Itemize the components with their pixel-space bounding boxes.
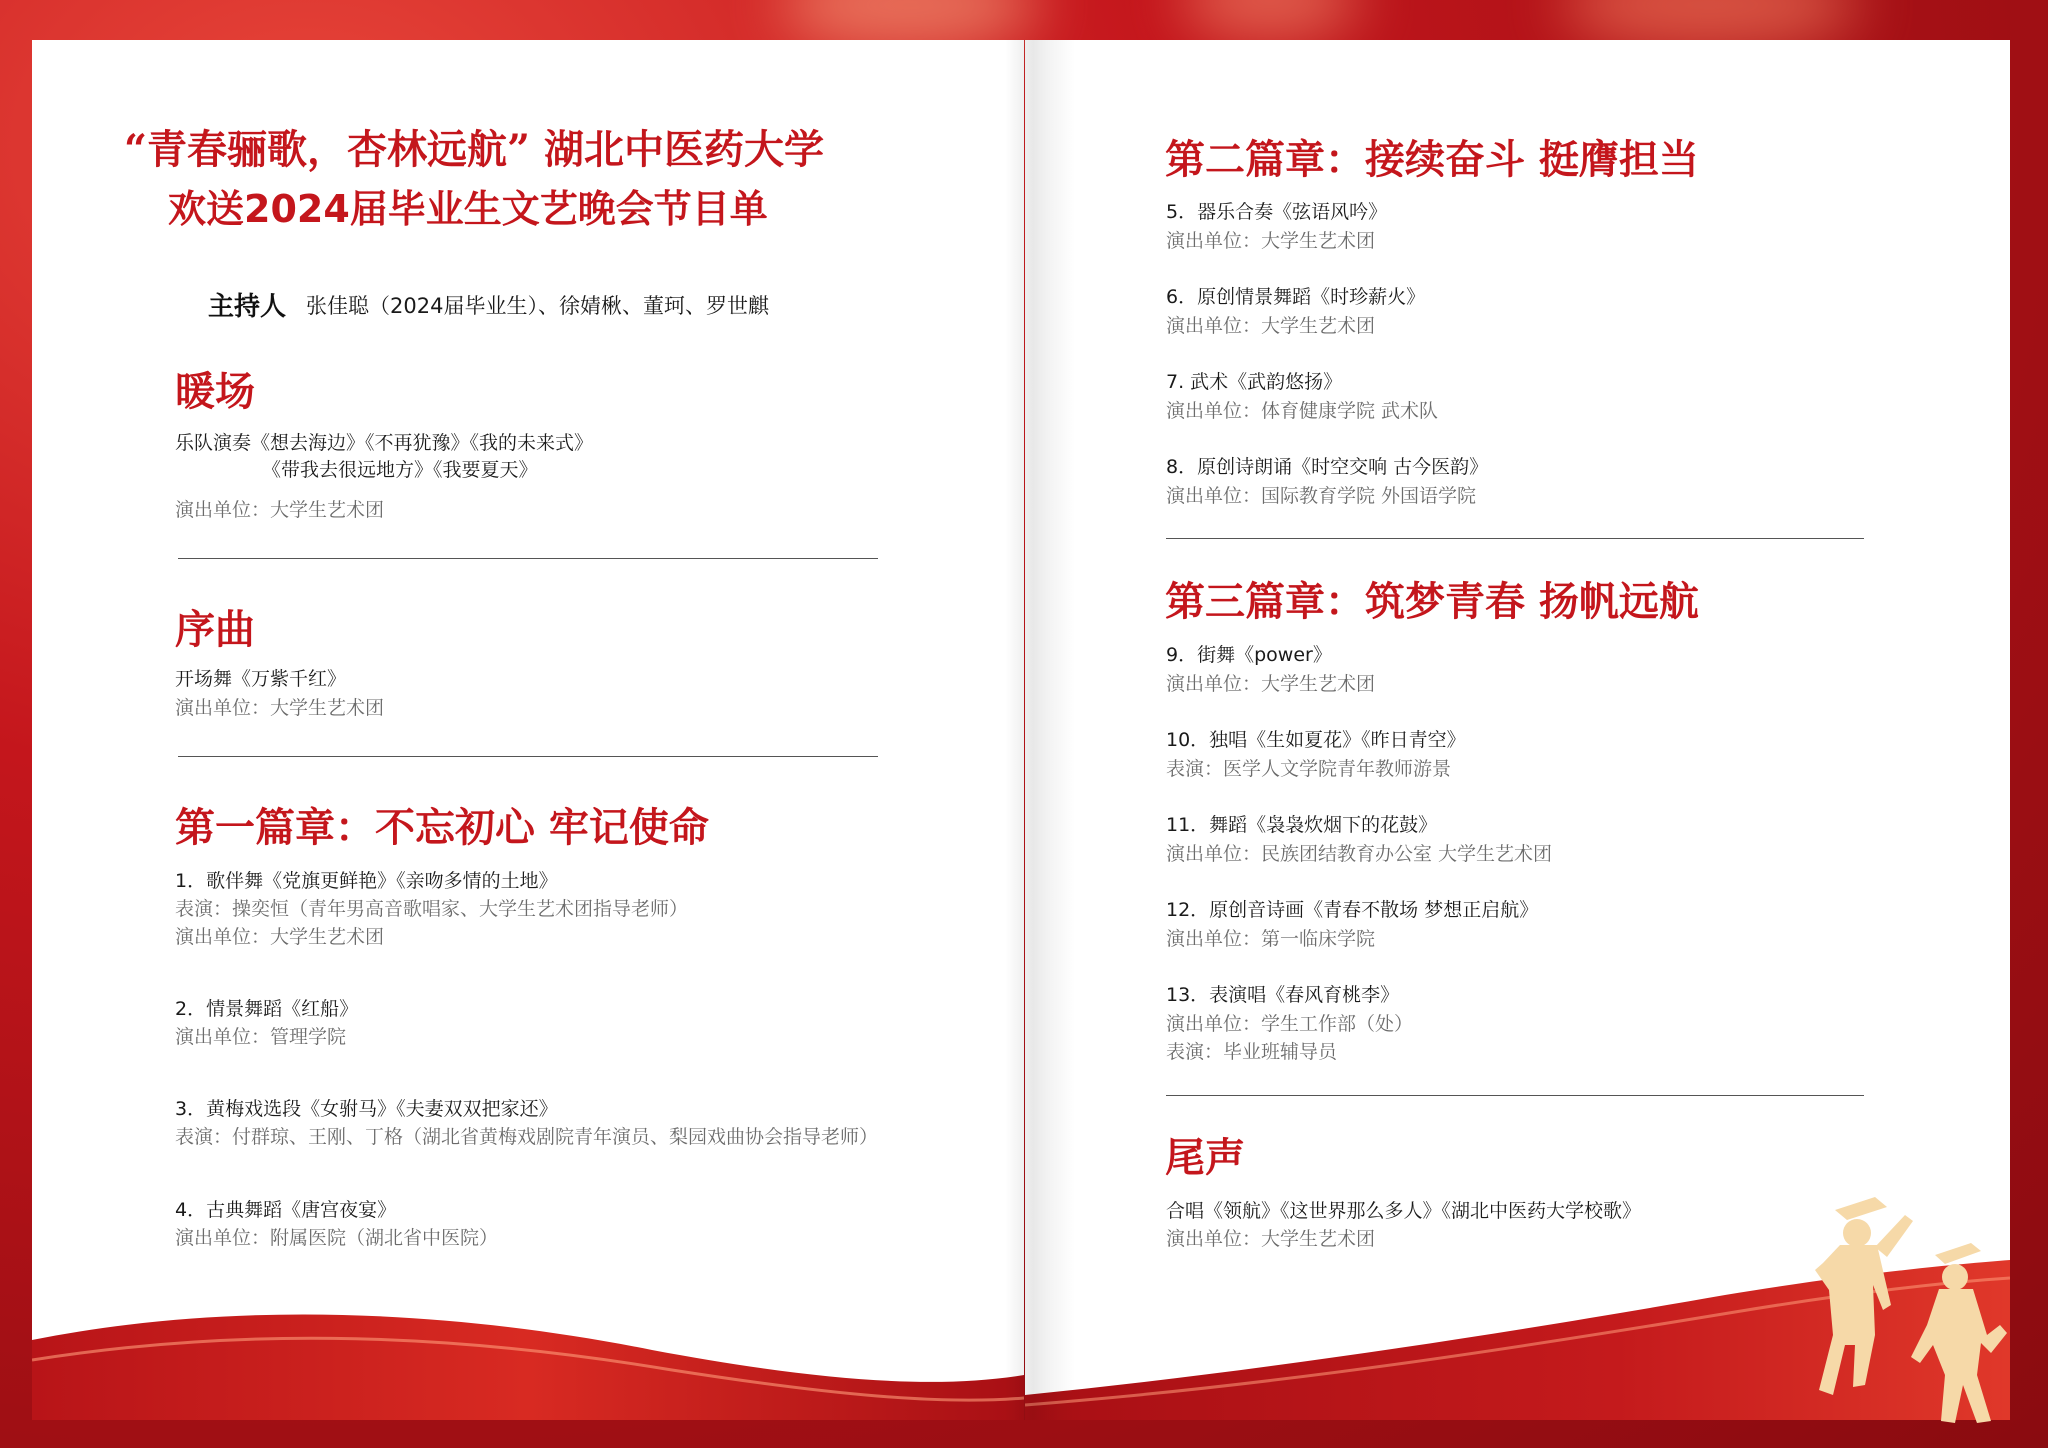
host-label: 主持人 [208, 292, 287, 322]
performer-unit: 演出单位：大学生艺术团 [1166, 315, 1376, 337]
section-heading-chapter3: 第三篇章：筑梦青春 扬帆远航 [1165, 578, 1699, 625]
program-item: 4．古典舞蹈《唐宫夜宴》 [175, 1199, 397, 1221]
section-heading-chapter2: 第二篇章：接续奋斗 挺膺担当 [1165, 136, 1699, 183]
section-divider [1166, 538, 1864, 539]
program-item: 12．原创音诗画《青春不散场 梦想正启航》 [1166, 899, 1539, 921]
warmup-line: 《带我去很远地方》《我要夏天》 [262, 459, 538, 481]
program-item: 11．舞蹈《袅袅炊烟下的花鼓》 [1166, 814, 1438, 836]
performer-unit: 演出单位：大学生艺术团 [1166, 673, 1376, 695]
performer-unit: 演出单位：第一临床学院 [1166, 928, 1376, 950]
performer-unit: 演出单位：附属医院（湖北省中医院） [175, 1227, 499, 1249]
performer-unit: 演出单位：管理学院 [175, 1026, 347, 1048]
section-heading-prelude: 序曲 [175, 606, 255, 653]
performer-unit: 演出单位：学生工作部（处） [1166, 1013, 1414, 1035]
section-divider [178, 558, 878, 559]
program-item: 9．街舞《power》 [1166, 644, 1332, 666]
section-divider [1166, 1095, 1864, 1096]
program-item: 13．表演唱《春风育桃李》 [1166, 984, 1400, 1006]
program-item: 3．黄梅戏选段《女驸马》《夫妻双双把家还》 [175, 1098, 558, 1120]
program-item: 开场舞《万紫千红》 [175, 668, 347, 690]
performer: 表演：医学人文学院青年教师游景 [1166, 758, 1452, 780]
host-names: 张佳聪（2024届毕业生）、徐婧楸、董珂、罗世麒 [306, 294, 769, 318]
program-item: 2．情景舞蹈《红船》 [175, 998, 359, 1020]
performer: 表演：毕业班辅导员 [1166, 1041, 1338, 1063]
performer-unit: 演出单位：大学生艺术团 [175, 697, 385, 719]
program-item: 5．器乐合奏《弦语风吟》 [1166, 201, 1388, 223]
performer: 表演：付群琼、王刚、丁格（湖北省黄梅戏剧院青年演员、梨园戏曲协会指导老师） [175, 1126, 879, 1148]
program-item: 6．原创情景舞蹈《时珍薪火》 [1166, 286, 1426, 308]
section-heading-warmup: 暖场 [175, 368, 255, 415]
section-heading-chapter1: 第一篇章：不忘初心 牢记使命 [175, 804, 709, 851]
performer-unit: 演出单位：体育健康学院 武术队 [1166, 400, 1439, 422]
bottom-wave [32, 1280, 1024, 1420]
performer: 表演：操奕恒（青年男高音歌唱家、大学生艺术团指导老师） [175, 898, 689, 920]
program-item: 合唱《领航》《这世界那么多人》《湖北中医药大学校歌》 [1166, 1200, 1642, 1222]
program-subtitle: 欢送2024届毕业生文艺晚会节目单 [168, 187, 768, 231]
section-divider [178, 756, 878, 757]
graduate-silhouette-icon [1795, 1185, 2015, 1425]
program-item: 7. 武术《武韵悠扬》 [1166, 371, 1343, 393]
performer-unit: 演出单位：大学生艺术团 [175, 499, 385, 521]
warmup-line: 乐队演奏《想去海边》《不再犹豫》《我的未来式》 [175, 432, 594, 454]
performer-unit: 演出单位：民族团结教育办公室 大学生艺术团 [1166, 843, 1553, 865]
performer-unit: 演出单位：大学生艺术团 [175, 926, 385, 948]
program-item: 10．独唱《生如夏花》《昨日青空》 [1166, 729, 1466, 751]
performer-unit: 演出单位：大学生艺术团 [1166, 230, 1376, 252]
program-item: 1．歌伴舞《党旗更鲜艳》《亲吻多情的土地》 [175, 870, 558, 892]
performer-unit: 演出单位：大学生艺术团 [1166, 1228, 1376, 1250]
performer-unit: 演出单位：国际教育学院 外国语学院 [1166, 485, 1477, 507]
program-title: “青春骊歌，杏林远航” 湖北中医药大学 [124, 126, 824, 173]
section-heading-epilogue: 尾声 [1165, 1134, 1245, 1181]
program-item: 8．原创诗朗诵《时空交响 古今医韵》 [1166, 456, 1489, 478]
bg-glow [1180, 0, 1360, 40]
